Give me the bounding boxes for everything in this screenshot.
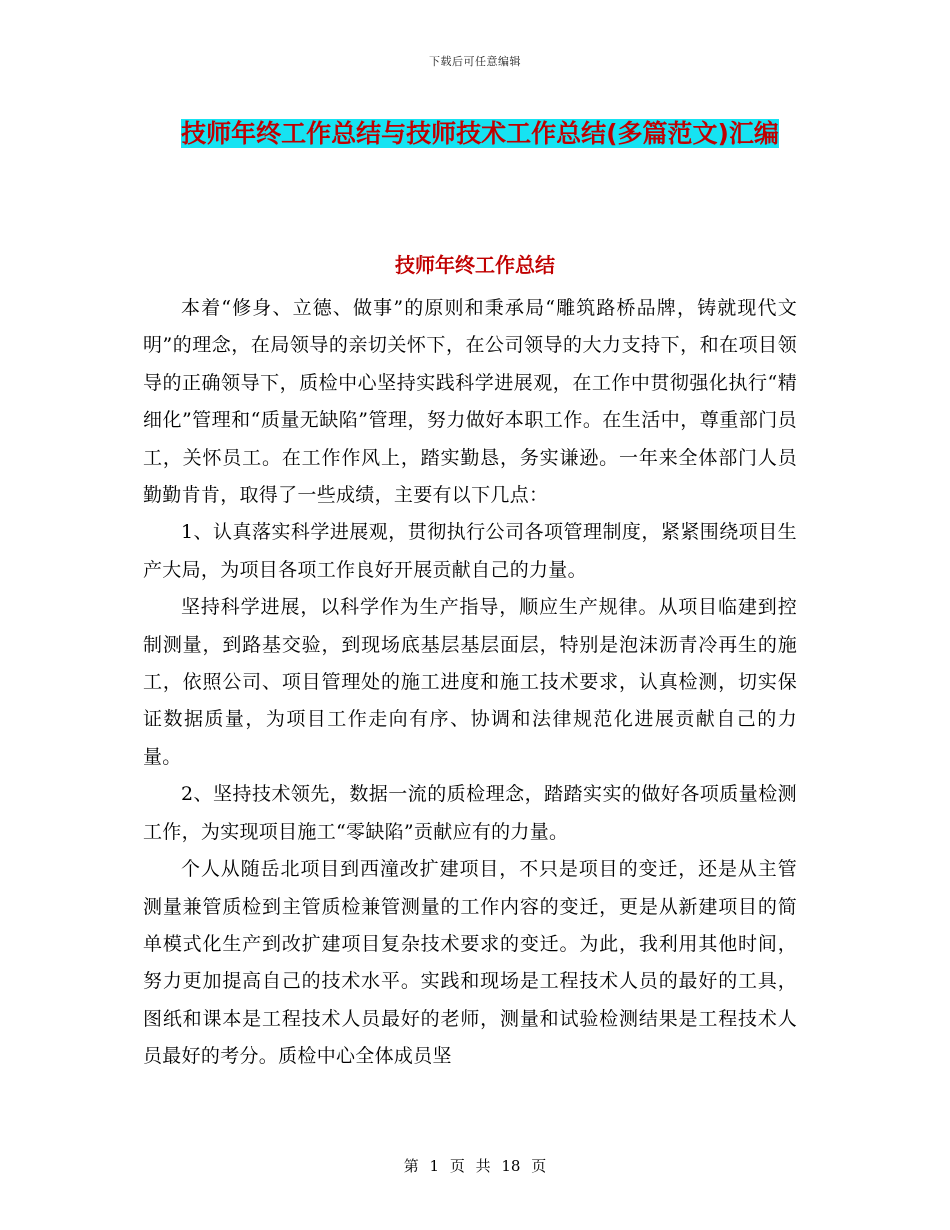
paragraph: 本着“修身、立德、做事”的原则和秉承局“雕筑路桥品牌，铸就现代文明”的理念，在局领导的亲切关怀下，在公司领导的大力支持下，和在项目领导的正确领导下，质检中心坚持实践科学进展观，在工作中贯彻强化执行“精细化”管理和“质量无缺陷”管理，努力做好本职工作。在生活中，尊重部门员工，关怀员工。在工作作风上，踏实勤恳，务实谦逊。一年来全体部门人员勤勤肯肯，取得了一些成绩，主要有以下几点： [143,297,797,507]
paragraph: 2、坚持技术领先，数据一流的质检理念，踏踏实实的做好各项质量检测工作，为实现项目施工“零缺陷”贡献应有的力量。 [143,783,797,843]
section-title: 技师年终工作总结 [395,253,555,277]
page-number-footer: 第 1 页 共 18 页 [403,1157,547,1175]
document-body [143,290,797,1076]
page-header-note: 下载后可任意编辑 [429,55,521,68]
document-title-text: 技师年终工作总结与技师技术工作总结(多篇范文)汇编 [181,119,779,148]
paragraph: 坚持科学进展，以科学作为生产指导，顺应生产规律。从项目临建到控制测量，到路基交验，到现场底基层基层面层，特别是泡沫沥青冷再生的施工，依照公司、项目管理处的施工进度和施工技术要求，认真检测，切实保证数据质量，为项目工作走向有序、协调和法律规范化进展贡献自己的力量。 [143,596,797,768]
document-title [150,112,810,156]
paragraph: 个人从随岳北项目到西潼改扩建项目，不只是项目的变迁，还是从主管测量兼管质检到主管质检兼管测量的工作内容的变迁，更是从新建项目的简单模式化生产到改扩建项目复杂技术要求的变迁。为此，我利用其他时间，努力更加提高自己的技术水平。实践和现场是工程技术人员的最好的工具，图纸和课本是工程技术人员最好的老师，测量和试验检测结果是工程技术人员最好的考分。质检中心全体成员坚 [143,858,797,1068]
paragraph: 1、认真落实科学进展观，贯彻执行公司各项管理制度，紧紧围绕项目生产大局，为项目各项工作良好开展贡献自己的力量。 [143,521,797,581]
